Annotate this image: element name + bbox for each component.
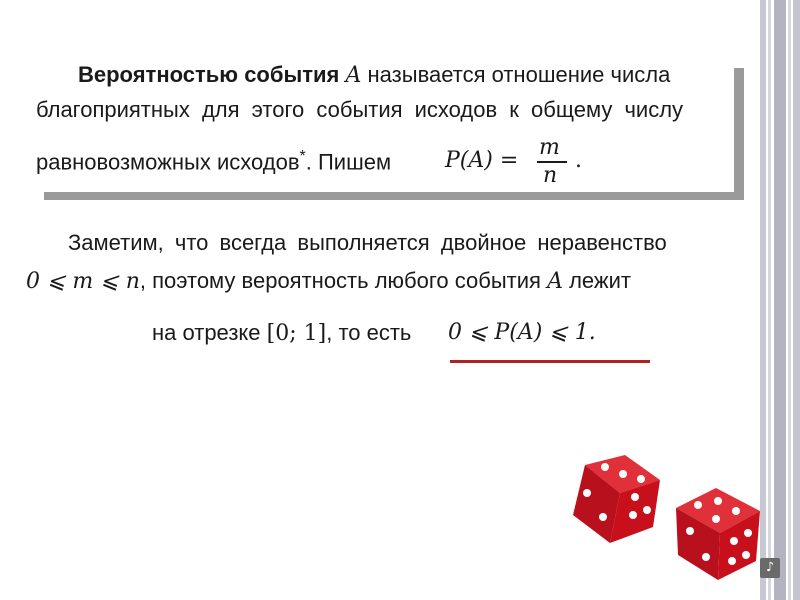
inequality-m-n: 0 ⩽ m ⩽ n [26, 269, 140, 294]
note-line-2-text: , поэтому вероятность любого события [139, 268, 541, 293]
probability-bounds: 0 ⩽ P(A) ⩽ 1. [448, 320, 596, 345]
speaker-icon[interactable]: ♪ [760, 558, 780, 578]
definition-line-2: благоприятных для этого события исходов к общему числу [36, 97, 684, 122]
fraction-numerator: m [539, 135, 560, 160]
definition-line-1 [78, 62, 670, 88]
definition-line-3-text: равновозможных исходов [36, 149, 300, 175]
red-die-right-icon [668, 483, 768, 583]
definition-line-1-rest: называется отношение числа [367, 62, 671, 87]
event-symbol: A [345, 63, 362, 88]
note-line-3-mid: , то есть [326, 320, 412, 345]
note-line-2-end: лежит [569, 268, 632, 293]
fraction-denominator: n [543, 163, 558, 188]
interval: [0; 1] [266, 321, 327, 346]
note-event-symbol: A [547, 269, 563, 294]
definition-line-3 [36, 148, 391, 175]
note-line-3-text: на отрезке [152, 320, 261, 345]
note-line-1: Заметим, что всегда выполняется двойное неравенство [68, 230, 667, 255]
note-line-3 [152, 320, 411, 346]
footnote-asterisk: * [299, 148, 306, 165]
definition-write: . Пишем [305, 149, 392, 175]
note-line-2 [26, 268, 631, 294]
probability-formula-left: P(A) = [445, 148, 519, 173]
result-underline [450, 360, 650, 363]
red-die-left-icon [565, 455, 665, 545]
definition-term: Вероятностью события [78, 62, 340, 87]
formula-period: . [575, 148, 582, 173]
probability-fraction [537, 135, 573, 191]
